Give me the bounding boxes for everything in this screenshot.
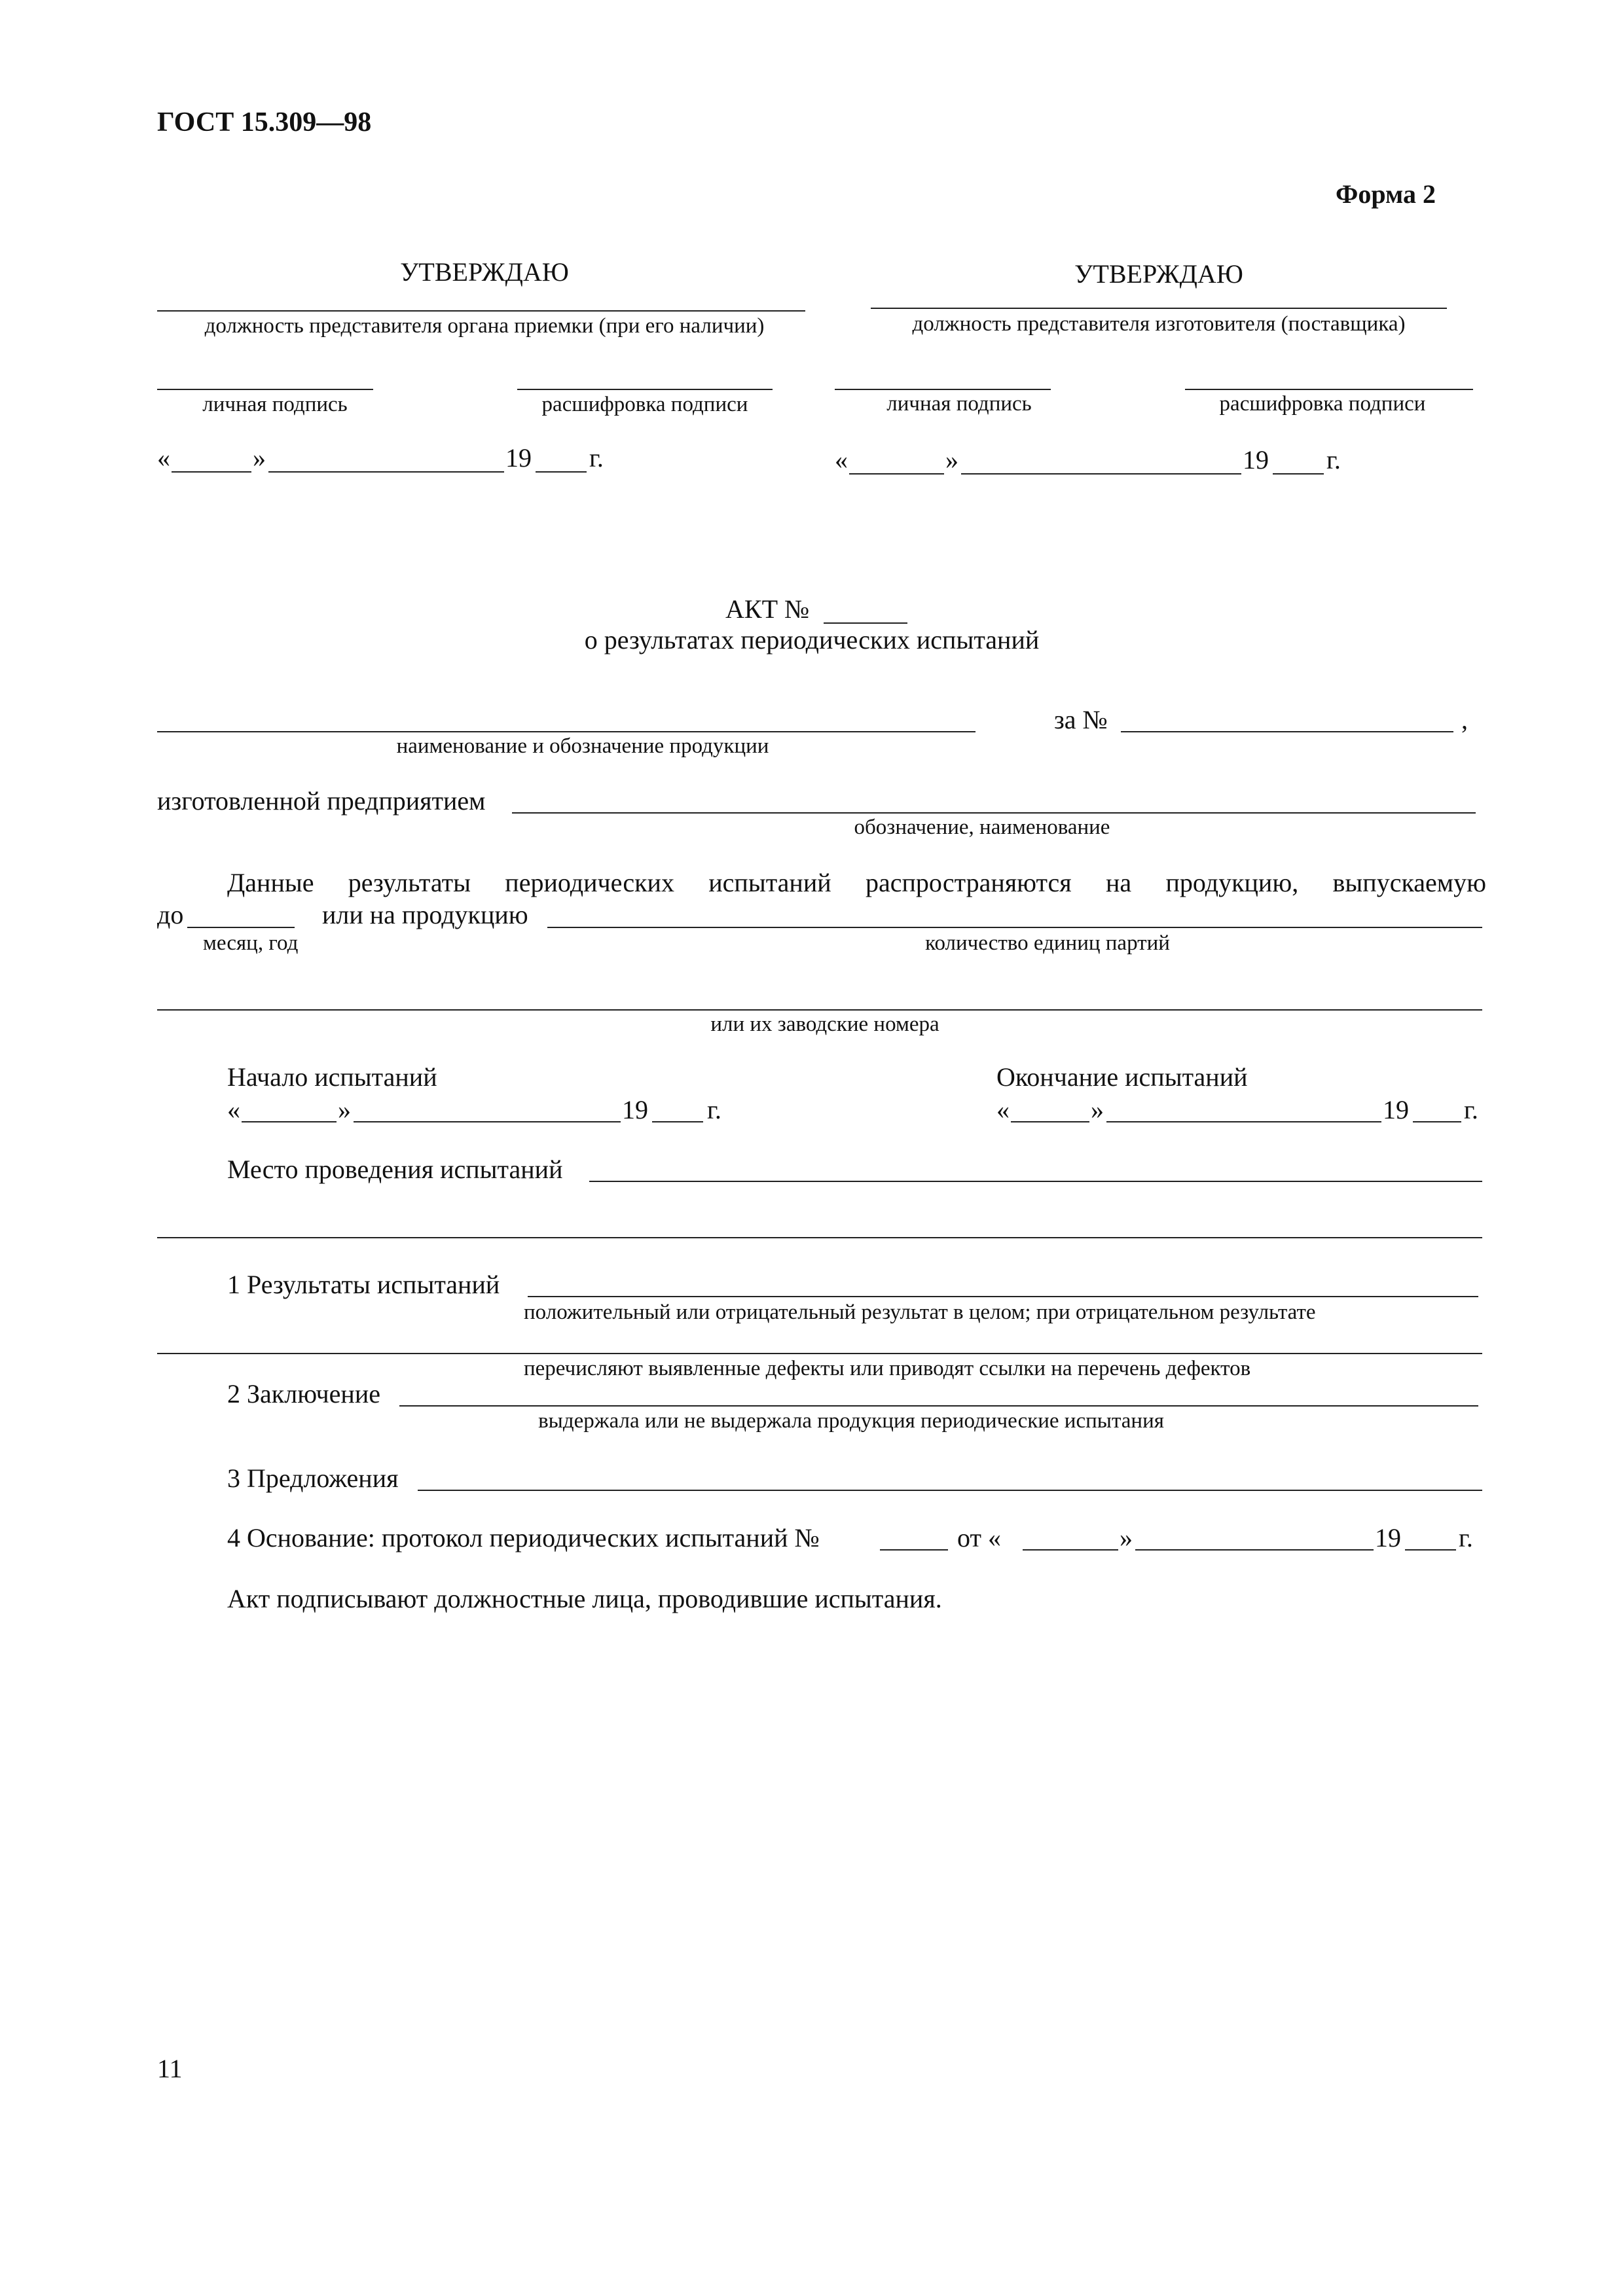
test-start-day-line[interactable]: [242, 1121, 337, 1122]
approve-left-month-line[interactable]: [268, 471, 504, 473]
test-end-day-line[interactable]: [1011, 1121, 1089, 1122]
manufacturer-caption: обозначение, наименование: [854, 816, 1110, 839]
product-name-line[interactable]: [157, 731, 976, 732]
za-comma: ,: [1461, 705, 1468, 734]
basis-day-line[interactable]: [1023, 1549, 1118, 1551]
approve-right-decode-caption: расшифровка подписи: [1219, 392, 1426, 416]
test-end-year-prefix: 19: [1383, 1095, 1409, 1124]
basis-date-close: »: [1120, 1523, 1133, 1552]
test-end-month-line[interactable]: [1106, 1121, 1381, 1122]
basis-year-line[interactable]: [1405, 1549, 1456, 1551]
za-label: за №: [1054, 705, 1108, 734]
approve-right-decode-line[interactable]: [1185, 389, 1473, 390]
scope-text: Данные результаты периодических испытаний распространяются на продукцию, выпускаемую: [227, 868, 1486, 897]
basis-year-suffix: г.: [1459, 1523, 1473, 1552]
approve-right-year-prefix: 19: [1243, 445, 1269, 475]
scope-or-label: или на продукцию: [322, 900, 528, 929]
approve-left-position-caption: должность представителя органа приемки (при его наличии): [204, 314, 765, 338]
test-end-year-suffix: г.: [1464, 1095, 1478, 1124]
approve-right-day-line[interactable]: [849, 473, 944, 475]
approve-right-year-line[interactable]: [1273, 473, 1324, 475]
results-label: 1 Результаты испытаний: [227, 1270, 500, 1299]
test-end-year-line[interactable]: [1413, 1121, 1461, 1122]
approve-right-signature-line[interactable]: [835, 389, 1051, 390]
test-start-label: Начало испытаний: [227, 1062, 437, 1092]
test-end-label: Окончание испытаний: [996, 1062, 1248, 1092]
approve-left-signature-line[interactable]: [157, 389, 373, 390]
scope-serial-line[interactable]: [157, 1009, 1482, 1011]
footer-note: Акт подписывают должностные лица, проводившие испытания.: [227, 1584, 942, 1613]
approve-left-decode-caption: расшифровка подписи: [541, 393, 748, 416]
product-name-caption: наименование и обозначение продукции: [396, 734, 769, 758]
approve-right-year-suffix: г.: [1326, 445, 1341, 475]
results-line[interactable]: [528, 1296, 1478, 1297]
standard-number: ГОСТ 15.309—98: [157, 107, 372, 137]
approve-left-year-line[interactable]: [536, 471, 587, 473]
conclusion-line[interactable]: [399, 1405, 1478, 1407]
manufacturer-label: изготовленной предприятием: [157, 786, 486, 816]
approve-right-position-line[interactable]: [871, 308, 1447, 309]
place-line[interactable]: [589, 1181, 1482, 1182]
approve-left-year-prefix: 19: [505, 443, 532, 473]
approve-left-date-close: »: [253, 443, 266, 473]
basis-year-prefix: 19: [1375, 1523, 1401, 1552]
results-line-2[interactable]: [157, 1353, 1482, 1354]
scope-units-caption: количество единиц партий: [925, 931, 1170, 955]
approve-left-date-open: «: [157, 443, 170, 473]
scope-month-line[interactable]: [187, 927, 295, 928]
test-end-date-close: »: [1091, 1095, 1104, 1124]
za-number-line[interactable]: [1121, 731, 1453, 732]
basis-label: 4 Основание: протокол периодических испытаний №: [227, 1523, 820, 1552]
test-start-year-line[interactable]: [652, 1121, 703, 1122]
test-end-date-open: «: [996, 1095, 1010, 1124]
results-caption-1: положительный или отрицательный результат в целом; при отрицательном результате: [524, 1300, 1316, 1324]
approve-right-signature-caption: личная подпись: [886, 392, 1032, 416]
approve-right-month-line[interactable]: [961, 473, 1241, 475]
act-subtitle: о результатах периодических испытаний: [584, 625, 1040, 655]
page-number: 11: [157, 2054, 183, 2083]
test-start-date-close: »: [338, 1095, 351, 1124]
scope-serial-caption: или их заводские номера: [710, 1013, 939, 1036]
proposals-label: 3 Предложения: [227, 1463, 399, 1493]
approve-left-year-suffix: г.: [589, 443, 604, 473]
basis-month-line[interactable]: [1135, 1549, 1374, 1551]
basis-number-line[interactable]: [880, 1549, 948, 1551]
approve-left-day-line[interactable]: [172, 471, 251, 473]
place-line-2[interactable]: [157, 1237, 1482, 1238]
approve-right-position-caption: должность представителя изготовителя (поставщика): [912, 312, 1406, 336]
form-label: Форма 2: [1336, 179, 1436, 209]
test-start-date-open: «: [227, 1095, 240, 1124]
place-label: Место проведения испытаний: [227, 1155, 563, 1184]
act-number-line[interactable]: [824, 622, 907, 624]
conclusion-caption: выдержала или не выдержала продукция периодические испытания: [538, 1409, 1164, 1433]
basis-from: от «: [957, 1523, 1001, 1552]
proposals-line[interactable]: [418, 1490, 1482, 1491]
approve-left-position-line[interactable]: [157, 310, 805, 312]
approve-right-title: УТВЕРЖДАЮ: [1074, 259, 1243, 289]
approve-right-date-close: »: [945, 445, 958, 475]
scope-do-label: до: [157, 900, 184, 929]
results-caption-2: перечисляют выявленные дефекты или приводят ссылки на перечень дефектов: [524, 1357, 1251, 1380]
manufacturer-line[interactable]: [512, 812, 1476, 814]
act-title: АКТ №: [725, 594, 810, 624]
scope-month-caption: месяц, год: [203, 931, 299, 955]
approve-left-signature-caption: личная подпись: [202, 393, 348, 416]
approve-left-decode-line[interactable]: [517, 389, 773, 390]
conclusion-label: 2 Заключение: [227, 1379, 380, 1408]
test-start-year-suffix: г.: [707, 1095, 721, 1124]
approve-right-date-open: «: [835, 445, 848, 475]
test-start-year-prefix: 19: [622, 1095, 648, 1124]
test-start-month-line[interactable]: [354, 1121, 621, 1122]
approve-left-title: УТВЕРЖДАЮ: [400, 257, 569, 287]
scope-units-line[interactable]: [547, 927, 1482, 928]
